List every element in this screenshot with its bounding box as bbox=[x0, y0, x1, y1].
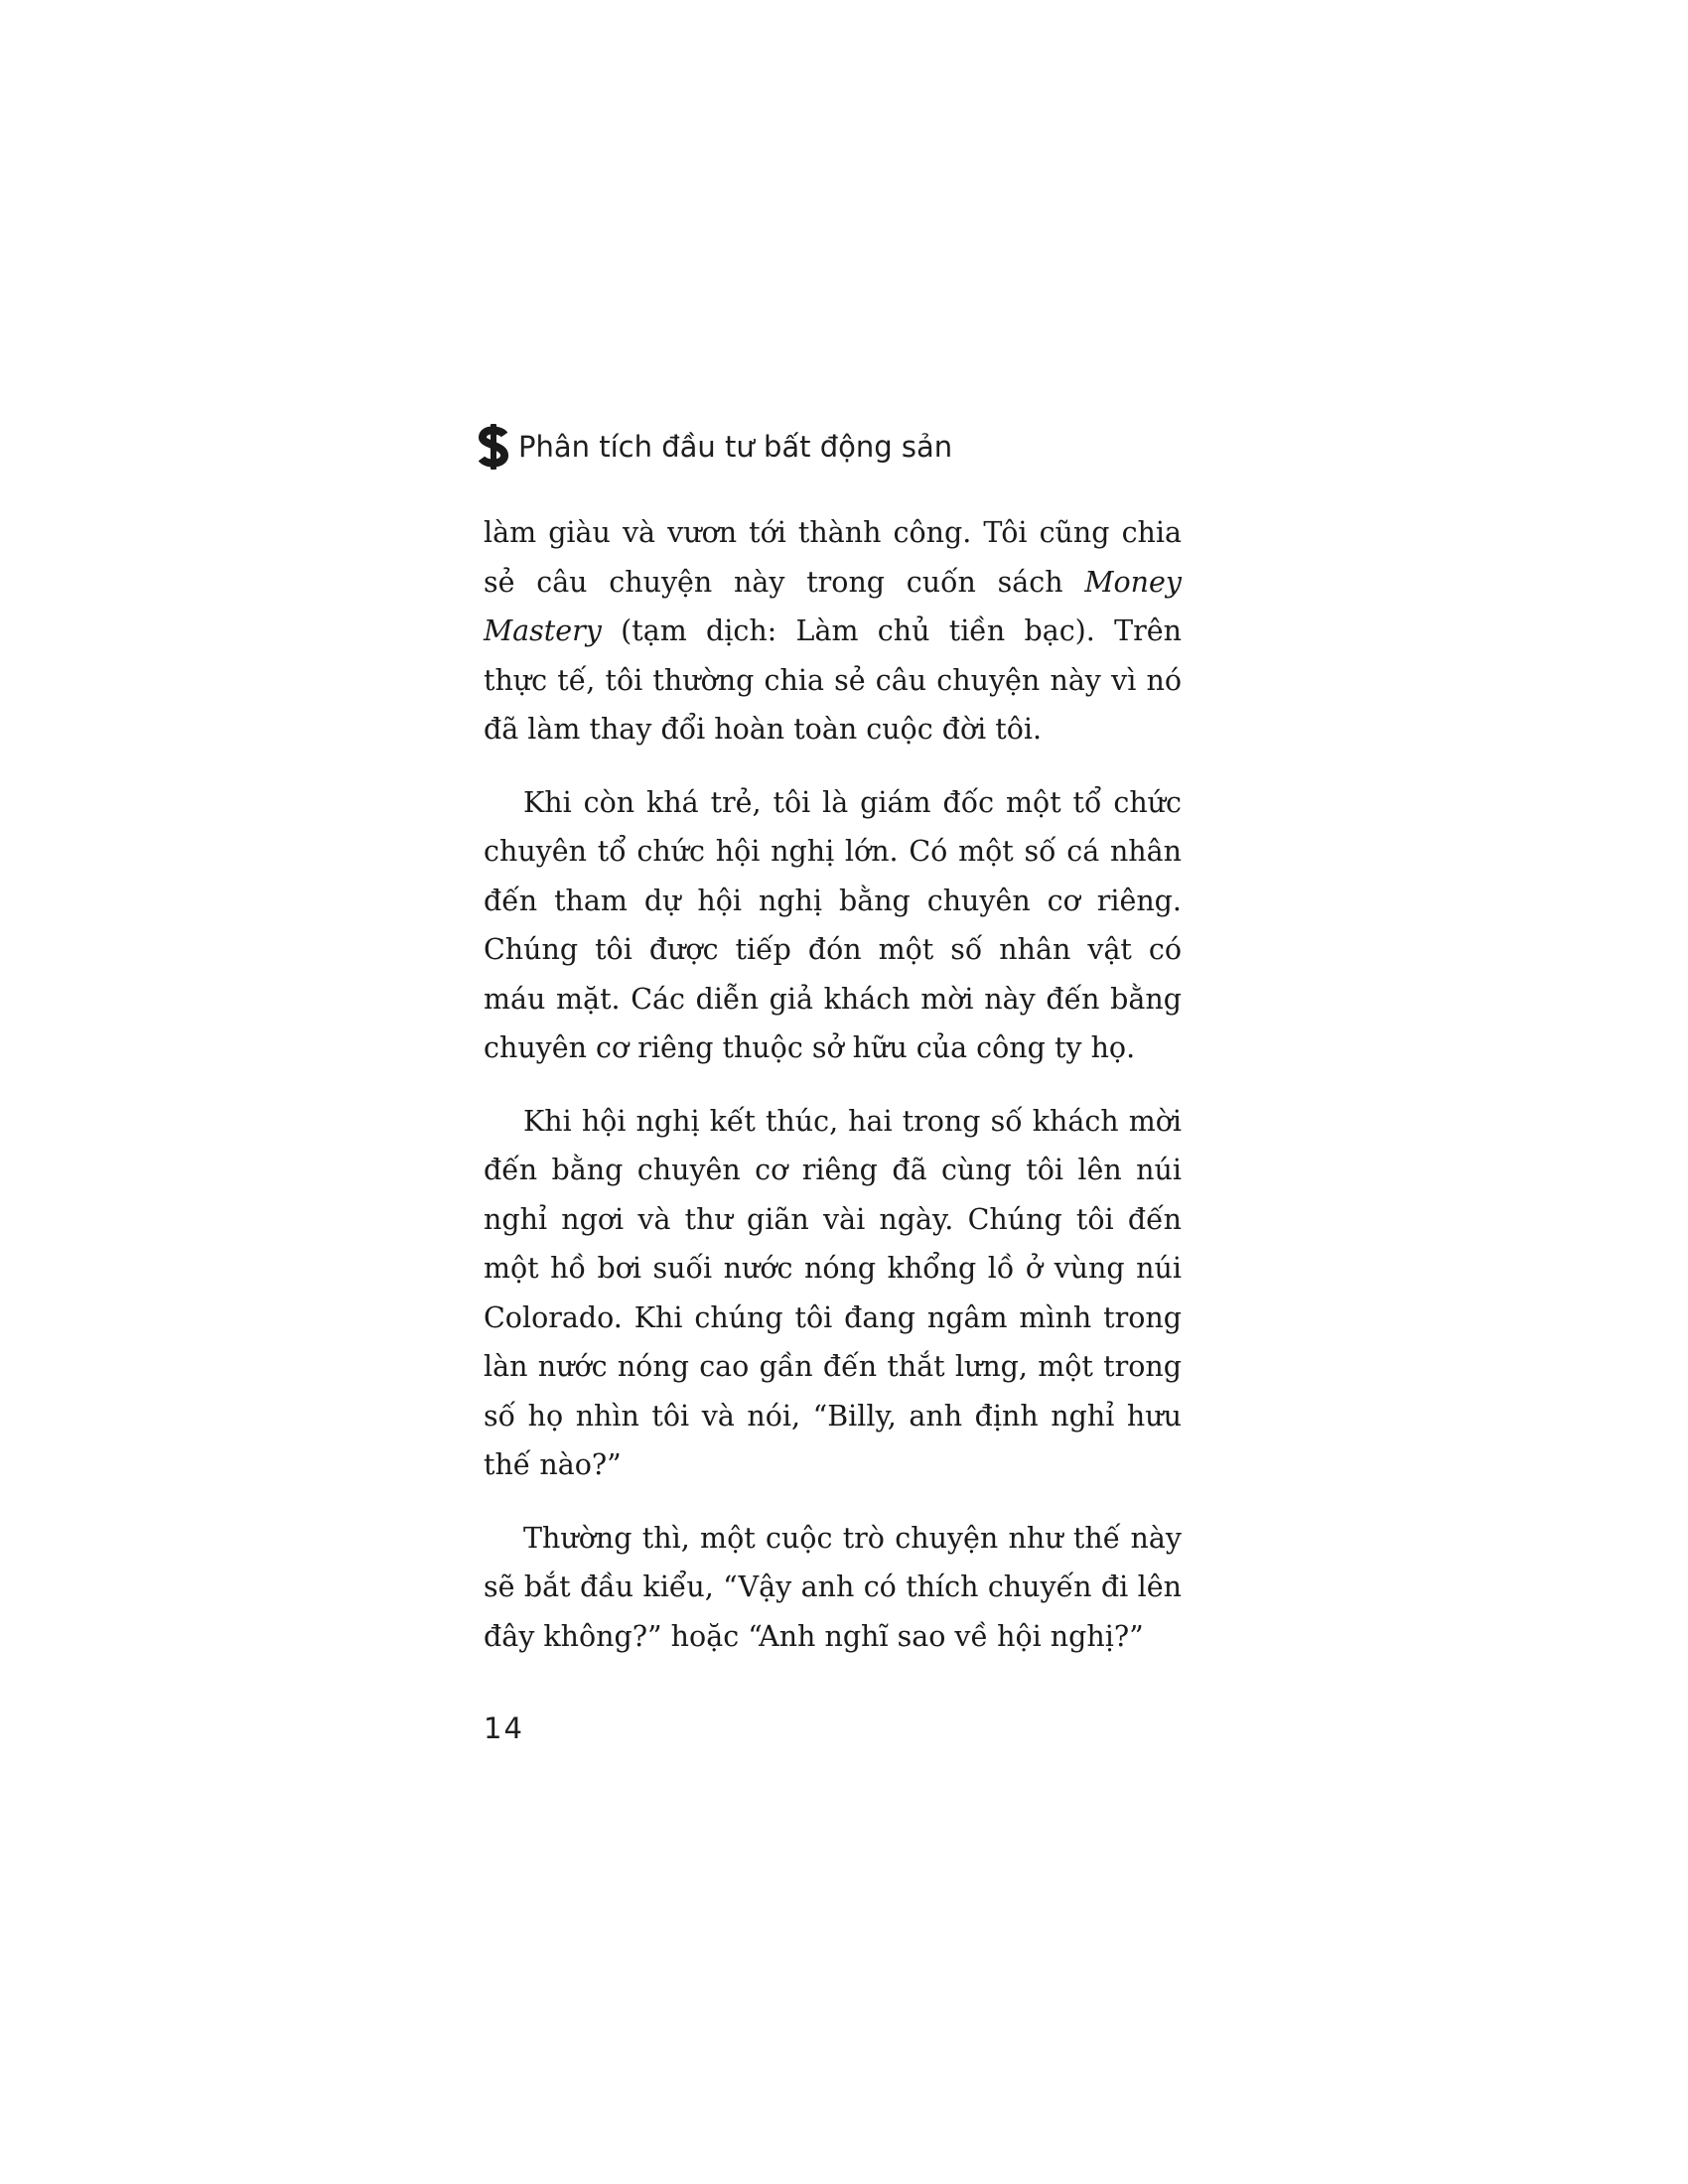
book-title-italic: Money Mastery bbox=[484, 565, 1182, 647]
dollar-sign-icon bbox=[479, 424, 508, 470]
page-number: 14 bbox=[484, 1711, 524, 1745]
running-header-title: Phân tích đầu tư bất động sản bbox=[518, 430, 953, 464]
running-header bbox=[479, 422, 952, 472]
paragraph-1 bbox=[484, 508, 1182, 754]
paragraph-1-text-b: (tạm dịch: Làm chủ tiền bạc). Trên thực tế, tôi thường chia sẻ câu chuyện này vì nó đã làm thay đổi hoàn toàn cuộc đời tôi. bbox=[484, 614, 1182, 746]
body-text bbox=[484, 508, 1182, 1685]
paragraph-3: Khi hội nghị kết thúc, hai trong số khách mời đến bằng chuyên cơ riêng đã cùng tôi lên núi nghỉ ngơi và thư giãn vài ngày. Chúng tôi đến một hồ bơi suối nước nóng khổng lồ ở vùng núi Colorado. Khi chúng tôi đang ngâm mình trong làn nước nóng cao gần đến thắt lưng, một trong số họ nhìn tôi và nói, “Billy, anh định nghỉ hưu thế nào?” bbox=[484, 1104, 1182, 1481]
paragraph-1-text-a: làm giàu và vươn tới thành công. Tôi cũng chia sẻ câu chuyện này trong cuốn sách bbox=[484, 516, 1182, 599]
paragraph-4: Thường thì, một cuộc trò chuyện như thế này sẽ bắt đầu kiểu, “Vậy anh có thích chuyến đi lên đây không?” hoặc “Anh nghĩ sao về hội nghị?” bbox=[484, 1521, 1182, 1653]
paragraph-2: Khi còn khá trẻ, tôi là giám đốc một tổ chức chuyên tổ chức hội nghị lớn. Có một số cá nhân đến tham dự hội nghị bằng chuyên cơ riêng. Chúng tôi được tiếp đón một số nhân vật có máu mặt. Các diễn giả khách mời này đến bằng chuyên cơ riêng thuộc sở hữu của công ty họ. bbox=[484, 785, 1182, 1064]
